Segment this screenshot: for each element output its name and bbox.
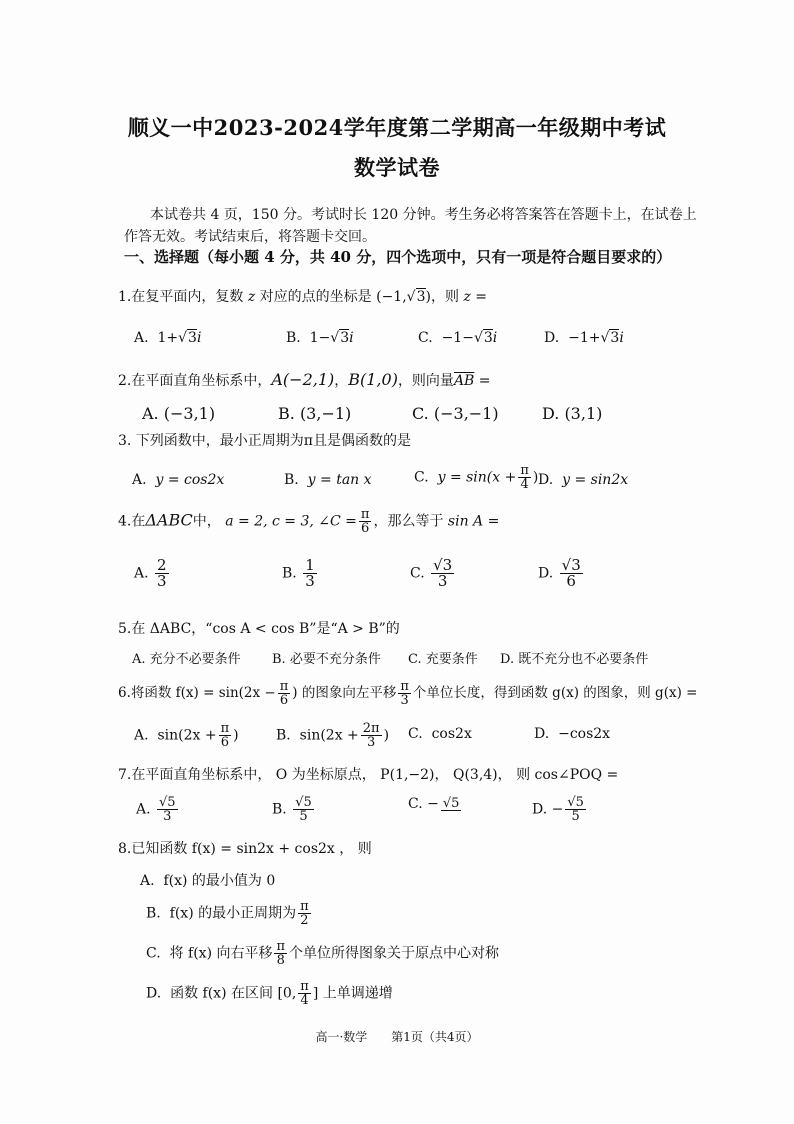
question-6-option-c: C. cos2x	[408, 726, 472, 742]
section-title: 一、选择题（每小题 4 分，共 40 分，四个选项中，只有一项是符合题目要求的）	[124, 248, 672, 266]
instructions-line-1: 本试卷共 4 页，150 分。考试时长 120 分钟。考生务必将答案答在答题卡上，在试卷上	[150, 207, 697, 223]
question-2-option-c: C. (−3,−1)	[412, 404, 499, 423]
question-2-stem: 2.在平面直角坐标系中，A(−2,1)，B(1,0)，则向量$\overline{AB}$ =	[118, 370, 491, 389]
question-8-option-d: D. 函数 f(x) 在区间 [0, $\frac{\pi}{4}$ ] 上单调递增	[146, 979, 393, 1008]
question-4-option-d: D. $\frac{√3}{6}$	[538, 556, 581, 590]
question-6-option-b: B. sin(2x + $\frac{2\pi}{3}$ )	[276, 721, 390, 750]
question-3-option-d: D. y = sin2x	[538, 472, 629, 488]
question-5-option-c: C. 充要条件	[408, 652, 478, 667]
question-1-stem: 1.在复平面内，复数 z 对应的点的坐标是 (−1,√3)，则 z =	[118, 289, 487, 305]
question-8-option-a: A. f(x) 的最小值为 0	[140, 873, 276, 889]
question-4-option-b: B. $\frac{1}{3}$	[282, 556, 315, 590]
question-4-stem: 4.在ΔABC中， a = 2, c = 3, ∠C = $\frac{\pi}{6}$ ，那么等于 sin A =	[118, 507, 500, 536]
question-5-option-d: D. 既不充分也不必要条件	[500, 652, 649, 667]
question-6-option-d: D. −cos2x	[534, 726, 611, 742]
question-8-option-c: C. 将 f(x) 向右平移 $\frac{\pi}{8}$ 个单位所得图象关于原点中心对称	[146, 939, 500, 968]
question-3-option-c: C. y = sin(x + $\frac{\pi}{4}$ )	[414, 463, 539, 492]
question-5-option-a: A. 充分不必要条件	[132, 652, 241, 667]
question-3-option-b: B. y = tan x	[284, 472, 372, 488]
question-6-option-a: A. sin(2x + $\frac{\pi}{6}$ )	[134, 721, 239, 750]
question-7-option-d: D. − $\frac{√5}{5}$	[532, 795, 584, 824]
question-7-option-a: A. $\frac{√5}{3}$	[136, 795, 176, 824]
question-5-option-b: B. 必要不充分条件	[272, 652, 381, 667]
question-7-option-c: C. − √5	[408, 796, 460, 812]
page-footer: 高一·数学 第1页（共4页）	[315, 1030, 479, 1044]
question-2-option-b: B. (3,−1)	[278, 404, 352, 423]
exam-subtitle: 数学试卷	[354, 155, 440, 180]
question-5-stem: 5.在 ΔABC，“cos A < cos B”是“A > B”的	[118, 621, 400, 637]
question-6-stem: 6.将函数 f(x) = sin(2x − $\frac{\pi}{6}$ ) 的图象向左平移 $\frac{\pi}{3}$ 个单位长度，得到函数 g(x) 的图象，则 g(x) =	[118, 679, 698, 708]
question-8-option-b: B. f(x) 的最小正周期为 $\frac{\pi}{2}$	[146, 899, 309, 928]
question-2-option-d: D. (3,1)	[542, 404, 603, 423]
exam-title: 顺义一中2023-2024学年度第二学期高一年级期中考试	[127, 115, 667, 140]
question-4-option-a: A. $\frac{2}{3}$	[134, 556, 167, 590]
question-4-option-c: C. $\frac{√3}{3}$	[410, 556, 453, 590]
question-1-option-b: B. 1−√3i	[286, 330, 354, 346]
question-3-stem: 3. 下列函数中，最小正周期为π且是偶函数的是	[118, 433, 412, 449]
question-7-option-b: B. $\frac{√5}{5}$	[272, 795, 312, 824]
instructions-line-2: 作答无效。考试结束后，将答题卡交回。	[124, 229, 376, 245]
question-8-stem: 8.已知函数 f(x) = sin2x + cos2x ， 则	[118, 841, 372, 857]
question-1-option-a: A. 1+√3i	[134, 330, 202, 346]
question-2-option-a: A. (−3,1)	[142, 404, 216, 423]
question-3-option-a: A. y = cos2x	[132, 472, 225, 488]
question-7-stem: 7.在平面直角坐标系中， O 为坐标原点， P(1,−2)， Q(3,4)， 则 cos∠POQ =	[118, 767, 619, 783]
question-1-option-c: C. −1−√3i	[418, 330, 498, 346]
question-1-option-d: D. −1+√3i	[544, 330, 624, 346]
